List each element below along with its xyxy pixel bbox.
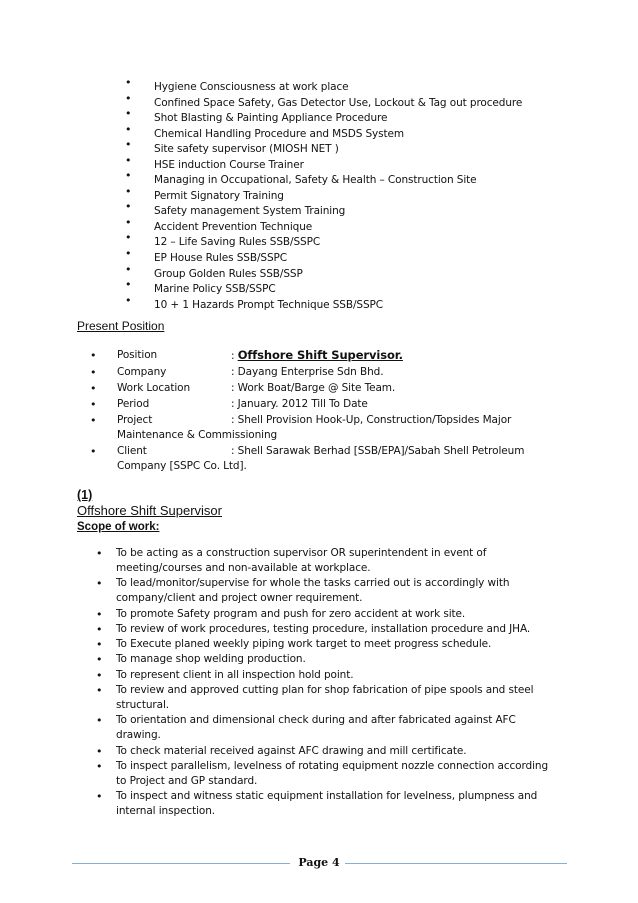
list-item-text: 12 – Life Saving Rules SSB/SSPC	[154, 236, 321, 249]
section-number: (1)	[77, 488, 93, 502]
list-item	[125, 122, 605, 138]
scope-item-line: To promote Safety program and push for zero accident at work site.	[116, 607, 466, 620]
scope-item-line: meeting/courses and non-available at workplace.	[116, 562, 371, 574]
list-item	[125, 277, 605, 296]
list-item	[125, 153, 605, 169]
scope-item-line: To check material received against AFC drawing and mill certificate.	[116, 744, 467, 757]
bullet-icon: •	[125, 169, 132, 183]
scope-item-line: drawing.	[116, 729, 161, 742]
list-item-text: Managing in Occupational, Safety & Health – Construction Site	[154, 174, 477, 187]
list-item	[125, 246, 605, 265]
scope-item-line: To lead/monitor/supervise for whole the tasks carried out is accordingly with	[116, 577, 510, 590]
position-row-label: Work Location	[117, 382, 191, 394]
scope-item	[96, 744, 561, 759]
scope-item-line: To be acting as a construction supervisor OR superintendent in event of	[116, 547, 487, 559]
position-row-continuation: Maintenance & Commissioning	[117, 429, 278, 441]
bullet-icon: •	[90, 445, 97, 458]
list-item	[125, 230, 605, 249]
position-row-value	[231, 381, 560, 396]
scope-item-line: structural.	[116, 699, 170, 712]
bullet-icon: •	[96, 622, 103, 636]
bullet-icon: •	[96, 668, 103, 682]
position-row-value-text: : Shell Provision Hook-Up, Construction/Topsides Major	[231, 414, 512, 426]
bullet-icon: •	[125, 200, 132, 214]
list-item	[125, 184, 605, 200]
list-item-text: Chemical Handling Procedure and MSDS System	[154, 127, 405, 140]
bullet-icon: •	[90, 414, 97, 427]
bullet-icon: •	[125, 138, 132, 152]
page-number: Page 4	[298, 856, 340, 869]
bullet-icon: •	[125, 91, 132, 105]
position-row-value-text: : Shell Sarawak Berhad [SSB/EPA]/Sabah Shell Petroleum	[231, 445, 525, 457]
bullet-icon: •	[125, 262, 132, 276]
list-item	[125, 137, 605, 156]
bullet-icon: •	[90, 398, 97, 411]
list-item-text: Accident Prevention Technique	[154, 220, 313, 233]
list-item	[125, 293, 605, 309]
scope-item-line: internal inspection.	[116, 805, 216, 818]
scope-heading: Scope of work:	[77, 521, 160, 533]
list-item	[125, 262, 605, 278]
list-item	[125, 199, 605, 218]
position-row-value-text: : Dayang Enterprise Sdn Bhd.	[231, 366, 384, 378]
position-row-label: Position	[117, 349, 158, 361]
scope-item	[96, 789, 561, 819]
section-title: Offshore Shift Supervisor	[77, 503, 222, 518]
list-item-text: EP House Rules SSB/SSPC	[154, 252, 287, 265]
scope-item-line: to Project and GP standard.	[116, 774, 258, 787]
scope-item	[96, 759, 561, 789]
scope-item	[96, 546, 561, 576]
bullet-icon: •	[96, 547, 103, 560]
position-row-line	[117, 444, 560, 459]
bullet-icon: •	[125, 231, 132, 245]
position-row-continuation: Company [SSPC Co. Ltd].	[117, 460, 247, 472]
scope-item-line: To Execute planed weekly piping work target to meet progress schedule.	[116, 638, 492, 651]
position-row-line	[117, 365, 560, 380]
position-row	[90, 365, 560, 380]
scope-item	[96, 652, 561, 667]
list-item	[125, 168, 605, 187]
scope-item-line: To review of work procedures, testing procedure, installation procedure and JHA.	[116, 622, 531, 635]
bullet-icon: •	[125, 153, 132, 167]
position-row-label: Client	[117, 445, 147, 457]
list-item-text: Permit Signatory Training	[154, 189, 284, 202]
scope-list	[96, 546, 561, 820]
list-item	[125, 91, 605, 107]
position-row	[90, 381, 560, 396]
bullet-icon: •	[125, 107, 132, 121]
bullet-icon: •	[125, 293, 132, 307]
scope-item-line: To inspect and witness static equipment installation for levelness, plumpness and	[116, 790, 538, 803]
scope-item	[96, 576, 561, 606]
bullet-icon: •	[125, 247, 132, 261]
bullet-icon: •	[96, 744, 103, 758]
bullet-icon: •	[125, 215, 132, 229]
position-row	[90, 413, 560, 443]
bullet-icon: •	[125, 76, 132, 89]
bullet-icon: •	[125, 184, 132, 198]
position-row-value-text: :	[231, 350, 238, 362]
bullet-icon: •	[96, 607, 103, 621]
list-item	[125, 75, 605, 91]
bullet-icon: •	[90, 366, 97, 379]
position-row-value-text: : Work Boat/Barge @ Site Team.	[231, 382, 396, 394]
list-item-text: Shot Blasting & Painting Appliance Procedure	[154, 112, 388, 125]
position-row	[90, 348, 560, 364]
bullet-icon: •	[96, 638, 103, 652]
bullet-icon: •	[90, 349, 97, 362]
training-list	[125, 75, 605, 311]
list-item-text: Group Golden Rules SSB/SSP	[154, 267, 303, 280]
scope-item-line: To inspect parallelism, levelness of rotating equipment nozzle connection according	[116, 759, 549, 772]
position-row-line	[117, 381, 560, 396]
position-row-line	[117, 348, 560, 364]
position-row	[90, 397, 560, 412]
scope-item-line: To orientation and dimensional check during and after fabricated against AFC	[116, 714, 516, 727]
bullet-icon: •	[125, 278, 132, 292]
bullet-icon: •	[96, 714, 103, 728]
list-item-text: Confined Space Safety, Gas Detector Use, Lockout & Tag out procedure	[154, 96, 523, 109]
scope-item	[96, 683, 561, 713]
list-item	[125, 106, 605, 125]
position-row-line	[117, 413, 560, 428]
position-row-value	[231, 365, 560, 380]
position-row-value	[231, 397, 560, 412]
position-row-value	[231, 413, 560, 428]
position-row-value	[231, 444, 560, 459]
scope-item-line: To review and approved cutting plan for shop fabrication of pipe spools and steel	[116, 684, 534, 697]
position-row-value-text: : January. 2012 Till To Date	[231, 398, 368, 410]
bullet-icon: •	[90, 382, 97, 395]
position-row	[90, 444, 560, 474]
list-item	[125, 215, 605, 231]
list-item-text: Hygiene Consciousness at work place	[154, 81, 349, 93]
position-row-label: Project	[117, 414, 153, 426]
position-row-value	[231, 348, 560, 364]
position-row-label: Period	[117, 398, 150, 410]
scope-item	[96, 713, 561, 743]
bullet-icon: •	[96, 790, 103, 804]
position-row-line	[117, 397, 560, 412]
list-item-text: Safety management System Training	[154, 205, 346, 218]
scope-item	[96, 607, 561, 622]
list-item-text: HSE induction Course Trainer	[154, 158, 304, 171]
present-position-list	[90, 348, 560, 475]
scope-item	[96, 637, 561, 652]
list-item-text: Site safety supervisor (MIOSH NET )	[154, 143, 339, 156]
scope-item	[96, 622, 561, 637]
footer-rule-left	[72, 863, 290, 864]
present-position-heading: Present Position	[77, 319, 165, 333]
position-title: Offshore Shift Supervisor.	[237, 348, 403, 362]
scope-item-line: To represent client in all inspection hold point.	[116, 668, 354, 681]
bullet-icon: •	[96, 759, 103, 773]
footer-rule-right	[345, 863, 567, 864]
list-item-text: 10 + 1 Hazards Prompt Technique SSB/SSPC	[154, 298, 384, 311]
scope-item	[96, 668, 561, 683]
bullet-icon: •	[96, 577, 103, 591]
bullet-icon: •	[96, 684, 103, 698]
position-row-label: Company	[117, 366, 167, 378]
scope-item-line: company/client and project owner requirement.	[116, 592, 363, 605]
bullet-icon: •	[125, 122, 132, 136]
list-item-text: Marine Policy SSB/SSPC	[154, 283, 276, 296]
bullet-icon: •	[96, 653, 103, 667]
scope-item-line: To manage shop welding production.	[116, 653, 306, 666]
